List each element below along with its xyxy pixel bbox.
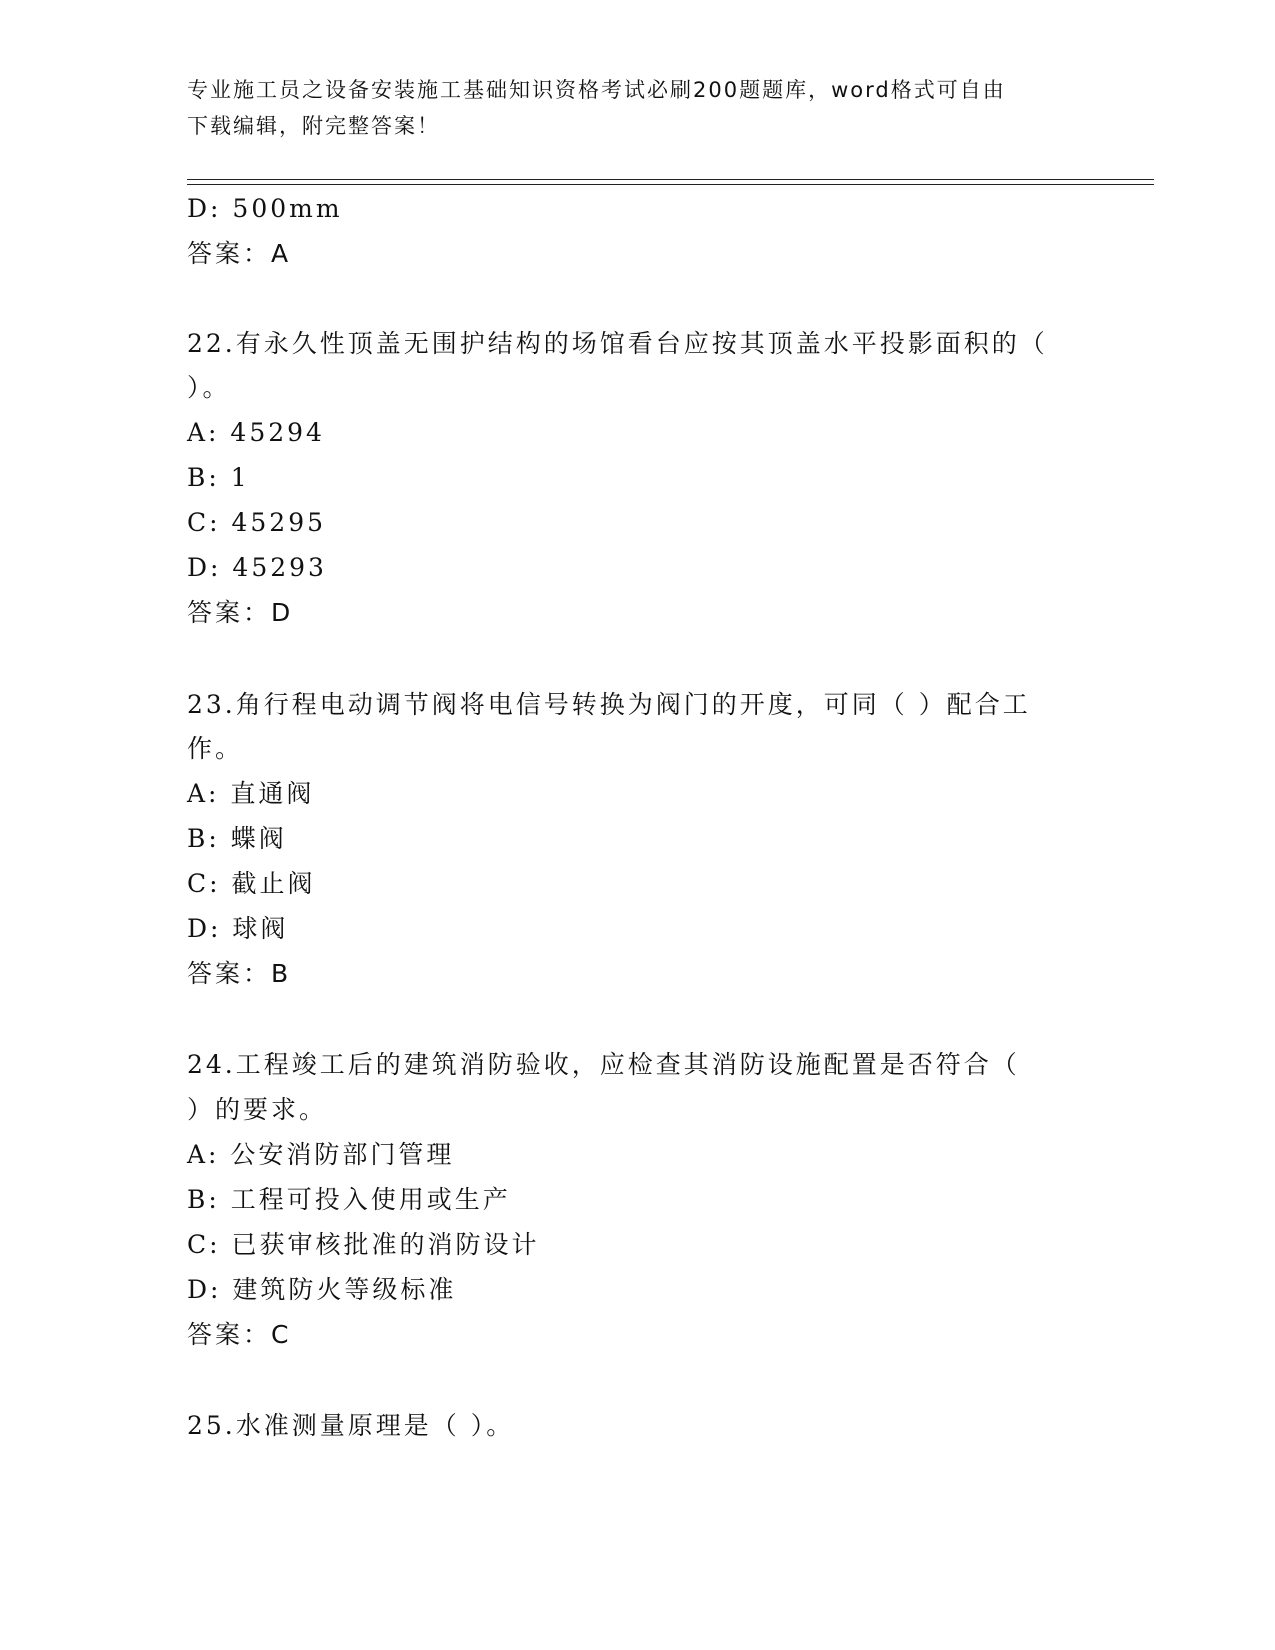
header-rule-top bbox=[187, 179, 1154, 180]
q22-option-a: A: 45294 bbox=[187, 418, 325, 447]
prev-answer: 答案：A bbox=[187, 239, 292, 268]
q22-stem-line-2: ）。 bbox=[187, 373, 231, 402]
q23-option-a: A: 直通阀 bbox=[187, 779, 315, 808]
q23-stem-line-2: 作。 bbox=[187, 734, 244, 763]
q22-answer: 答案：D bbox=[187, 598, 294, 627]
q24-option-c: C: 已获审核批准的消防设计 bbox=[187, 1230, 540, 1259]
q24-stem-line-1: 24.工程竣工后的建筑消防验收，应检查其消防设施配置是否符合（ bbox=[187, 1050, 1020, 1079]
document-header bbox=[187, 72, 1087, 144]
q24-answer: 答案：C bbox=[187, 1320, 292, 1349]
prev-option-d: D: 500mm bbox=[187, 194, 343, 223]
q25-stem-line-1: 25.水准测量原理是（ ）。 bbox=[187, 1411, 515, 1440]
q22-option-b: B: 1 bbox=[187, 463, 250, 492]
header-rule-bottom bbox=[187, 184, 1154, 185]
q23-option-c: C: 截止阀 bbox=[187, 869, 316, 898]
q22-option-c: C: 45295 bbox=[187, 508, 327, 537]
q24-option-a: A: 公安消防部门管理 bbox=[187, 1140, 455, 1169]
q24-stem-line-2: ）的要求。 bbox=[187, 1095, 328, 1124]
q24-option-b: B: 工程可投入使用或生产 bbox=[187, 1185, 511, 1214]
header-line-2: 下载编辑，附完整答案！ bbox=[187, 114, 440, 138]
q23-stem-line-1: 23.角行程电动调节阀将电信号转换为阀门的开度，可同（ ）配合工 bbox=[187, 690, 1031, 719]
q23-option-b: B: 蝶阀 bbox=[187, 824, 287, 853]
q24-option-d: D: 建筑防火等级标准 bbox=[187, 1275, 457, 1304]
header-line-1: 专业施工员之设备安装施工基础知识资格考试必刷200题题库，word格式可自由 bbox=[187, 78, 1006, 102]
q22-option-d: D: 45293 bbox=[187, 553, 327, 582]
q22-stem-line-1: 22.有永久性顶盖无围护结构的场馆看台应按其顶盖水平投影面积的（ bbox=[187, 329, 1048, 358]
q23-option-d: D: 球阀 bbox=[187, 914, 289, 943]
q23-answer: 答案：B bbox=[187, 959, 292, 988]
